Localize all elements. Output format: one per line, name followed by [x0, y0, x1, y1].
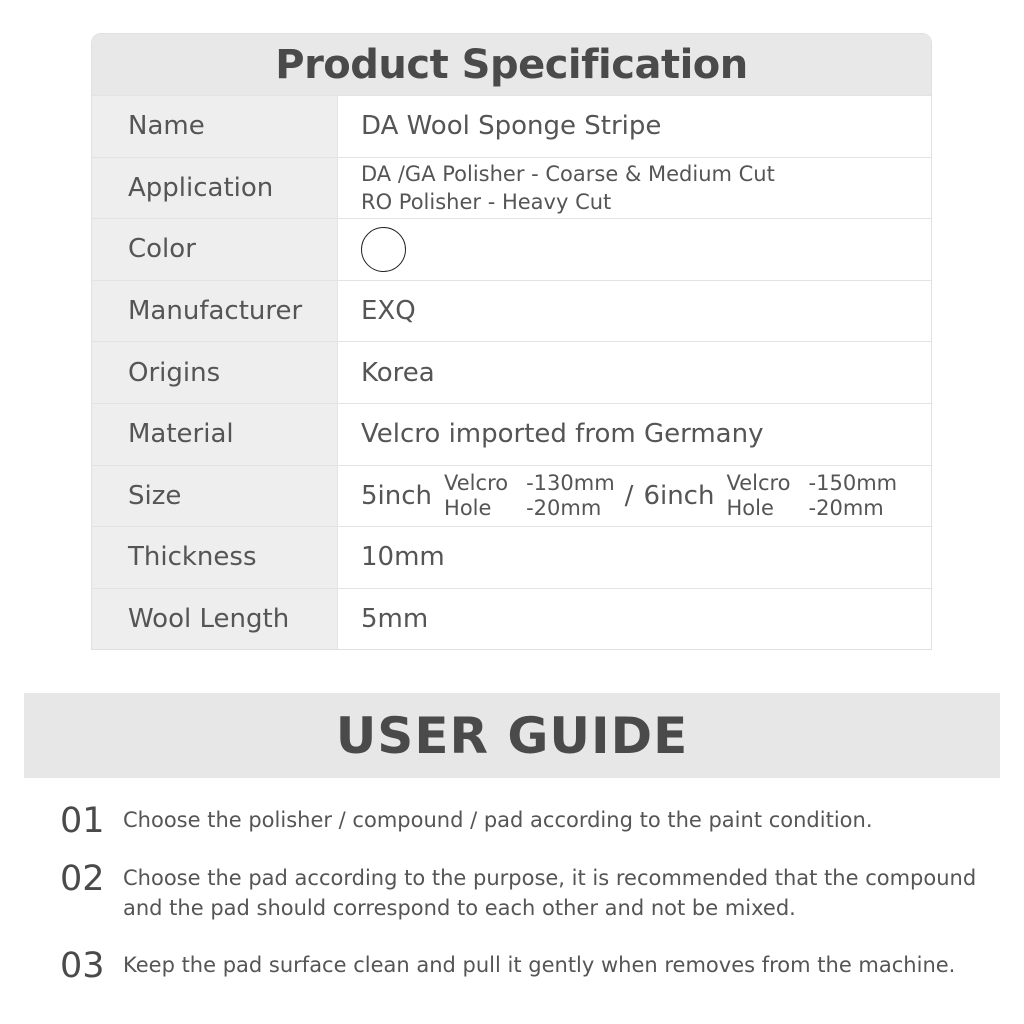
spec-value: DA Wool Sponge Stripe [338, 96, 931, 157]
guide-step-2 [60, 859, 976, 923]
spec-label: Size [92, 466, 338, 527]
size-separator: / [624, 480, 634, 511]
guide-step-1 [60, 801, 873, 841]
spec-label: Color [92, 219, 338, 280]
spec-value [338, 158, 931, 219]
spec-row-origins [92, 341, 931, 403]
step-text [123, 805, 873, 835]
spec-row-thickness [92, 526, 931, 588]
spec-row-color [92, 218, 931, 280]
step-text [123, 863, 976, 923]
spec-value: 5mm [338, 589, 931, 650]
hole-value: -20mm [526, 495, 602, 520]
color-swatch [361, 227, 406, 272]
spec-label: Origins [92, 342, 338, 403]
spec-label: Thickness [92, 527, 338, 588]
size-option-1: 5inch [361, 480, 433, 511]
spec-row-application [92, 157, 931, 219]
user-guide-title: USER GUIDE [24, 693, 1000, 778]
guide-step-3 [60, 946, 955, 986]
application-line: RO Polisher - Heavy Cut [361, 189, 612, 214]
spec-row-manufacturer [92, 280, 931, 342]
step-line: Choose the polisher / compound / pad according to the paint condition. [123, 808, 873, 832]
spec-title: Product Specification [92, 34, 931, 95]
spec-label: Wool Length [92, 589, 338, 650]
step-line: Keep the pad surface clean and pull it gently when removes from the machine. [123, 953, 956, 977]
hole-label: Hole [726, 495, 774, 520]
velcro-label: Velcro [444, 470, 509, 495]
spec-row-wool-length [92, 588, 931, 650]
spec-value [338, 466, 931, 527]
step-line: and the pad should correspond to each other and not be mixed. [123, 896, 796, 920]
spec-label: Material [92, 404, 338, 465]
spec-row-material [92, 403, 931, 465]
hole-label: Hole [444, 495, 492, 520]
step-number: 03 [60, 946, 105, 986]
hole-value: -20mm [808, 495, 884, 520]
step-number: 01 [60, 801, 105, 841]
application-line: DA /GA Polisher - Coarse & Medium Cut [361, 161, 775, 186]
step-line: Choose the pad according to the purpose, it is recommended that the compound [123, 866, 977, 890]
step-text [123, 950, 955, 980]
spec-value: 10mm [338, 527, 931, 588]
spec-row-name [92, 95, 931, 157]
product-specification-table [91, 33, 932, 650]
spec-value: Velcro imported from Germany [338, 404, 931, 465]
spec-label: Application [92, 158, 338, 219]
spec-label: Manufacturer [92, 281, 338, 342]
step-number: 02 [60, 859, 105, 899]
spec-value: Korea [338, 342, 931, 403]
size-option-2: 6inch [643, 480, 715, 511]
spec-row-size [92, 465, 931, 527]
spec-value: EXQ [338, 281, 931, 342]
velcro-value: -130mm [526, 470, 615, 495]
spec-label: Name [92, 96, 338, 157]
spec-value [338, 219, 931, 280]
velcro-value: -150mm [808, 470, 898, 495]
velcro-label: Velcro [726, 470, 791, 495]
